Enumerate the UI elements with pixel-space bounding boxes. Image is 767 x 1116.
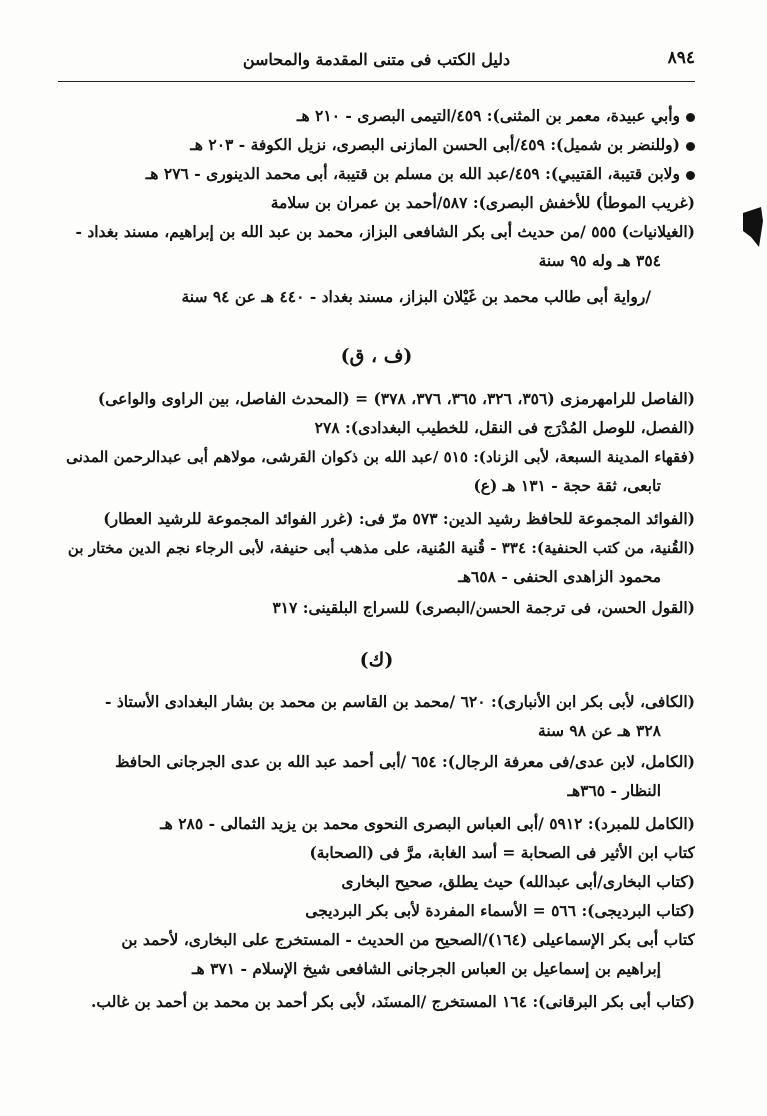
entry-line: (الغيلانيات) ٥٥٥ /من حديث أبى بكر الشافعى البزاز، محمد بن عبد الله بن إبراهيم، مسند بغداد - — [75, 222, 695, 241]
entry-line: كتاب ابن الأثير فى الصحابة = أسد الغابة، مرَّ فى (الصحابة) — [309, 843, 695, 862]
entry-line: (الكامل للمبرد): ٥٩١٢ /أبى العباس البصرى النحوى محمد بن يزيد الثمالى - ٢٨٥ هـ — [160, 814, 695, 833]
entry-line: (الفوائد المجموعة للحافظ رشيد الدين: ٥٧٣ مرّ فى: (غرر الفوائد المجموعة للرشيد العطار) — [103, 509, 695, 528]
bullet-icon — [686, 113, 695, 122]
entry-line: (القول الحسن، فى ترجمة الحسن/البصرى) للسراج البلقينى: ٣١٧ — [272, 598, 695, 617]
entry-line: وأبي عبيدة، معمر بن المثنى): ٤٥٩/التيمى البصرى - ٢١٠ هـ — [58, 104, 695, 128]
entry-line-continuation: إبراهيم بن إسماعيل بن العباس الجرجانى الشافعى شيخ الإسلام - ٣٧١ هـ — [191, 959, 661, 978]
entry-line: (كتاب البخارى/أبى عبدالله) حيث يطلق، صحيح البخارى — [341, 872, 695, 891]
section-heading-fa-qaf: (ف ، ق) — [340, 345, 413, 367]
entry-line: كتاب أبى بكر الإسماعيلى (١٦٤)/الصحيح من الحديث - المستخرج على البخارى، لأحمد بن — [121, 930, 695, 949]
page-header — [58, 48, 695, 82]
running-title: دليل الكتب فى متنى المقدمة والمحاسن — [242, 50, 511, 69]
entry-line: (الفاصل للرامهرمزى (٣٥٦، ٣٢٦، ٣٦٥، ٣٧٦، ٣٧٨) = (المحدث الفاصل، بين الراوى والواعى) — [97, 389, 695, 408]
entry-line: (فقهاء المدينة السبعة، لأبى الزناد): ٥١٥ /عبد الله بن ذكوان القرشى، مولاهم أبى عبدالرحمن المدنى — [66, 448, 695, 466]
page-number: ٨٩٤ — [667, 48, 695, 68]
entry-line-continuation: تابعى، ثقة حجة - ١٣١ هـ (ع) — [473, 476, 661, 495]
bullet-icon — [686, 171, 695, 180]
entry-line: (الفصل، للوصل المُدْرَج فى النقل، للخطيب البغدادى): ٢٧٨ — [314, 418, 695, 437]
entry-line-continuation: النظار - ٣٦٥هـ — [567, 781, 661, 800]
entry-line: (كتاب أبى بكر البرقانى): ١٦٤ المستخرج /المسنَد، لأبى بكر أحمد بن محمد بن أحمد بن غالب. — [90, 992, 695, 1011]
entry-line: (الكافى، لأبى بكر ابن الأنبارى): ٦٢٠ /محمد بن القاسم بن محمد بن بشار البغدادى الأستاذ - — [105, 692, 695, 711]
header-rule — [58, 81, 695, 82]
entry-line: (غريب الموطأ) للأخفش البصرى): ٥٨٧/أحمد بن عمران بن سلامة — [270, 193, 695, 212]
entry-line-continuation: ٣٢٨ هـ عن ٩٨ سنة — [538, 721, 661, 740]
entry-line: (وللنضر بن شميل): ٤٥٩/أبى الحسن المازنى البصرى، نزيل الكوفة - ٢٠٣ هـ — [58, 133, 695, 157]
entry-line-continuation: محمود الزاهدى الحنفى - ٦٥٨هـ — [458, 567, 661, 586]
entry-line: (القُنية، من كتب الحنفية): ٣٣٤ - قُنية المُنية، على مذهب أبى حنيفة، لأبى الرجاء نجم الدين مختار بن — [67, 539, 695, 557]
bullet-icon — [686, 142, 695, 151]
entry-line: (كتاب البرديجى): ٥٦٦ = الأسماء المفردة لأبى بكر البرديجى — [305, 901, 695, 920]
entry-line-continuation: ٣٥٤ هـ وله ٩٥ سنة — [538, 251, 661, 270]
section-heading-kaf: (ك) — [359, 649, 394, 671]
entry-line: ولابن قتيبة، القتيبي): ٤٥٩/عبد الله بن مسلم بن قتيبة، أبى محمد الدينورى - ٢٧٦ هـ — [58, 162, 695, 186]
scan-artifact-mark — [741, 207, 763, 247]
entry-line: (الكامل، لابن عدى/فى معرفة الرجال): ٦٥٤ /أبى أحمد عبد الله بن عدى الجرجانى الحافظ — [115, 752, 695, 771]
entry-line: /رواية أبى طالب محمد بن غَيْلان البزاز، مسند بغداد - ٤٤٠ هـ عن ٩٤ سنة — [181, 287, 651, 306]
